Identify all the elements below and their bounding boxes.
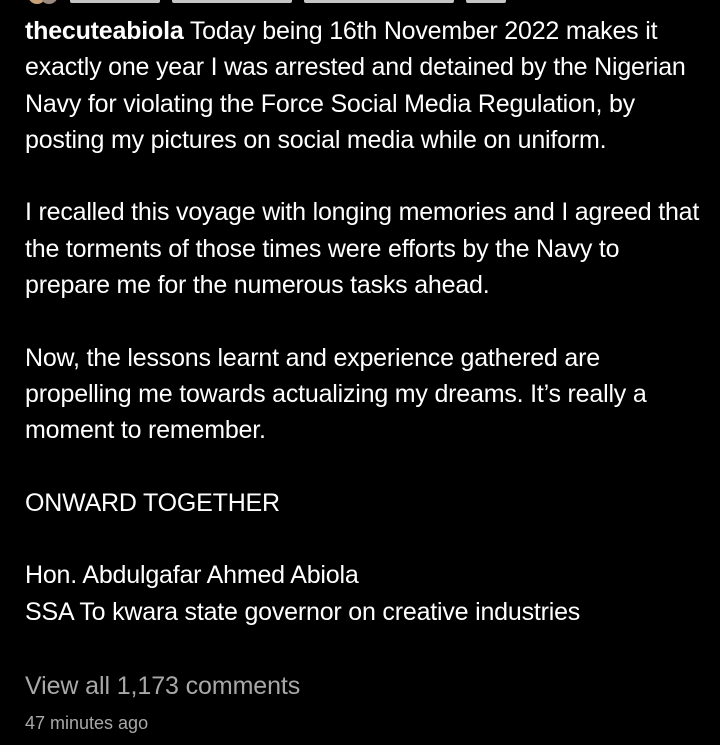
cut-off-header-row <box>0 0 720 6</box>
paragraph-gap <box>25 449 705 485</box>
caption-paragraph: ONWARD TOGETHER <box>25 488 280 517</box>
paragraph-gap <box>25 158 705 194</box>
cut-off-text-fragment <box>466 0 506 3</box>
caption-paragraph <box>25 13 705 158</box>
liked-by-avatar-icon <box>40 0 58 4</box>
caption-paragraph: Now, the lessons learnt and experience gathered are propelling me towards actualizing my dreams. It’s really a moment to remember. <box>25 343 647 445</box>
paragraph-gap <box>25 303 705 339</box>
view-all-comments-link[interactable]: View all 1,173 comments <box>25 672 301 700</box>
post-caption <box>25 13 705 630</box>
post-timestamp: 47 minutes ago <box>25 713 149 733</box>
cut-off-text-fragment <box>304 0 454 3</box>
signature-title: SSA To kwara state governor on creative industries <box>25 597 581 626</box>
cut-off-text-fragment <box>70 0 160 3</box>
caption-paragraph: I recalled this voyage with longing memories and I agreed that the torments of those times were efforts by the Navy to prepare me for the numerous tasks ahead. <box>25 198 700 300</box>
caption-text: Today being 16th November 2022 makes it exactly one year I was arrested and detained by the Nigerian Navy for violating the Force Social Media Regulation, by posting my pictures on social media while on uniform. <box>25 17 686 154</box>
cut-off-text-fragment <box>172 0 292 3</box>
signature-name: Hon. Abdulgafar Ahmed Abiola <box>25 561 359 590</box>
paragraph-gap <box>25 521 705 557</box>
post-username[interactable]: thecuteabiola <box>25 17 184 45</box>
